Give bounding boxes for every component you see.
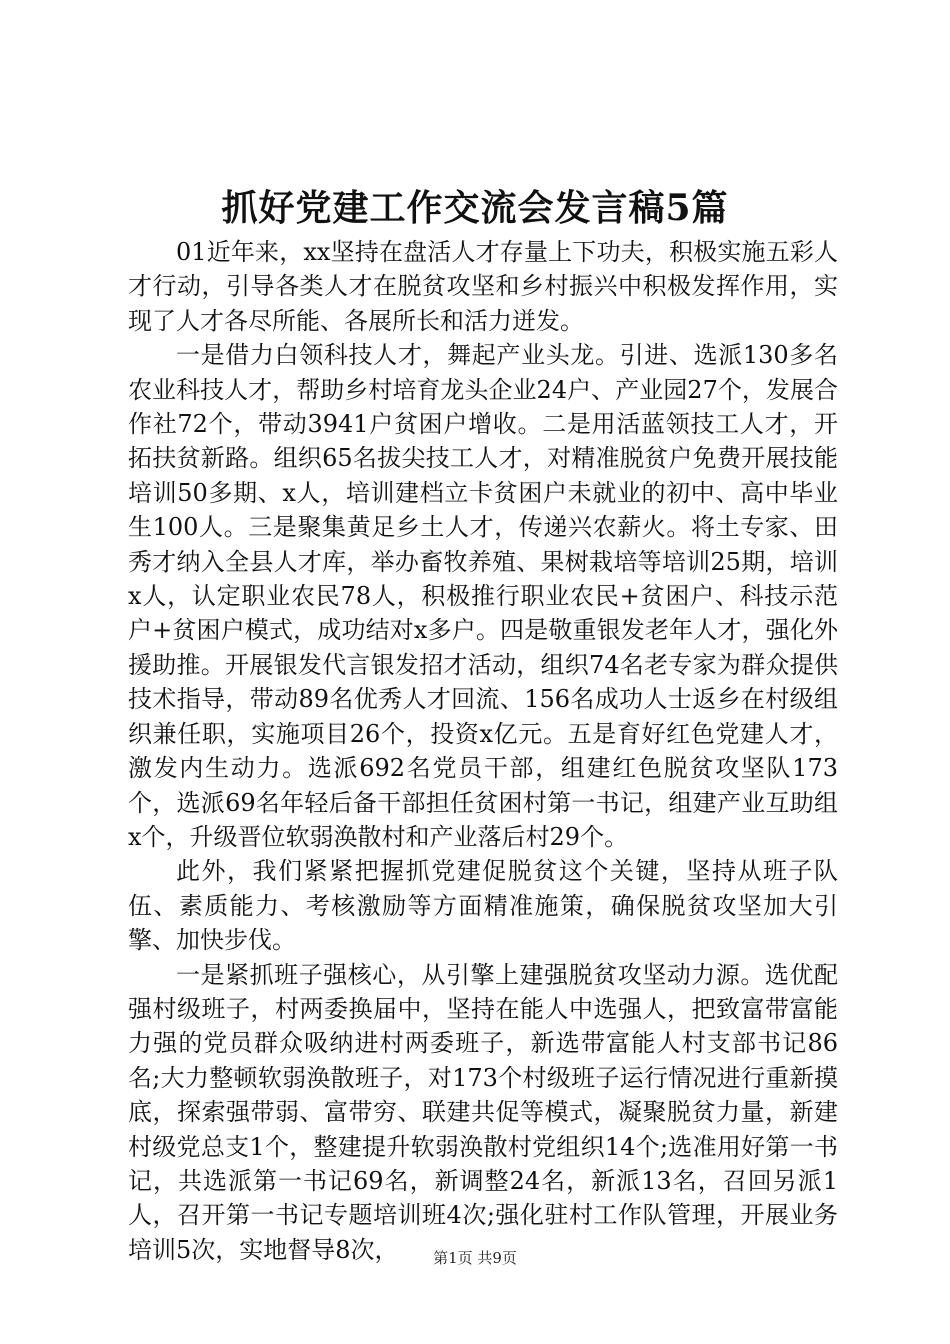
paragraph-key-points: 此外，我们紧紧把握抓党建促脱贫这个关键，坚持从班子队伍、素质能力、考核激励等方面精准施策，确保脱贫攻坚加大引擎、加快步伐。 <box>128 857 838 955</box>
paragraph-talent-measures: 一是借力白领科技人才，舞起产业头龙。引进、选派130多名农业科技人才，帮助乡村培育龙头企业24户、产业园27个，发展合作社72个，带动3941户贫困户增收。二是用活蓝领技工人才，开拓扶贫新路。组织65名拔尖技工人才，对精准脱贫户免费开展技能培训50多期、x人，培训建档立卡贫困户未就业的初中、高中毕业生100人。三是聚集黄足乡土人才，传递兴农薪火。将土专家、田秀才纳入全县人才库，举办畜牧养殖、果树栽培等培训25期，培训x人，认定职业农民78人，积极推行职业农民+贫困户、科技示范户+贫困户模式，成功结对x多户。四是敬重银发老年人才，强化外援助推。开展银发代言银发招才活动，组织74名老专家为群众提供技术指导，带动89名优秀人才回流、156名成功人士返乡在村级组织兼任职，实施项目26个，投资x亿元。五是育好红色党建人才，激发内生动力。选派692名党员干部，组建红色脱贫攻坚队173个，选派69名年轻后备干部担任贫困村第一书记，组建产业互助组x个，升级晋位软弱涣散村和产业落后村29个。 <box>128 341 838 851</box>
document-title: 抓好党建工作交流会发言稿5篇 <box>221 187 729 229</box>
document-body <box>128 235 838 1267</box>
paragraph-intro: 01近年来，xx坚持在盘活人才存量上下功夫，积极实施五彩人才行动，引导各类人才在脱贫攻坚和乡村振兴中积极发挥作用，实现了人才各尽所能、各展所长和活力迸发。 <box>128 238 838 335</box>
paragraph-team-building: 一是紧抓班子强核心，从引擎上建强脱贫攻坚动力源。选优配强村级班子，村两委换届中，坚持在能人中选强人，把致富带富能力强的党员群众吸纳进村两委班子，新选带富能人村支部书记86名;大力整顿软弱涣散班子，对173个村级班子运行情况进行重新摸底，探索强带弱、富带穷、联建共促等模式，凝聚脱贫力量，新建村级党总支1个，整建提升软弱涣散村党组织14个;选准用好第一书记，共选派第一书记69名，新调整24名，新派13名，召回另派1人，召开第一书记专题培训班4次;强化驻村工作队管理，开展业务培训5次，实地督导8次， <box>128 960 838 1264</box>
page-footer: 第1页 共9页 <box>433 1249 517 1267</box>
